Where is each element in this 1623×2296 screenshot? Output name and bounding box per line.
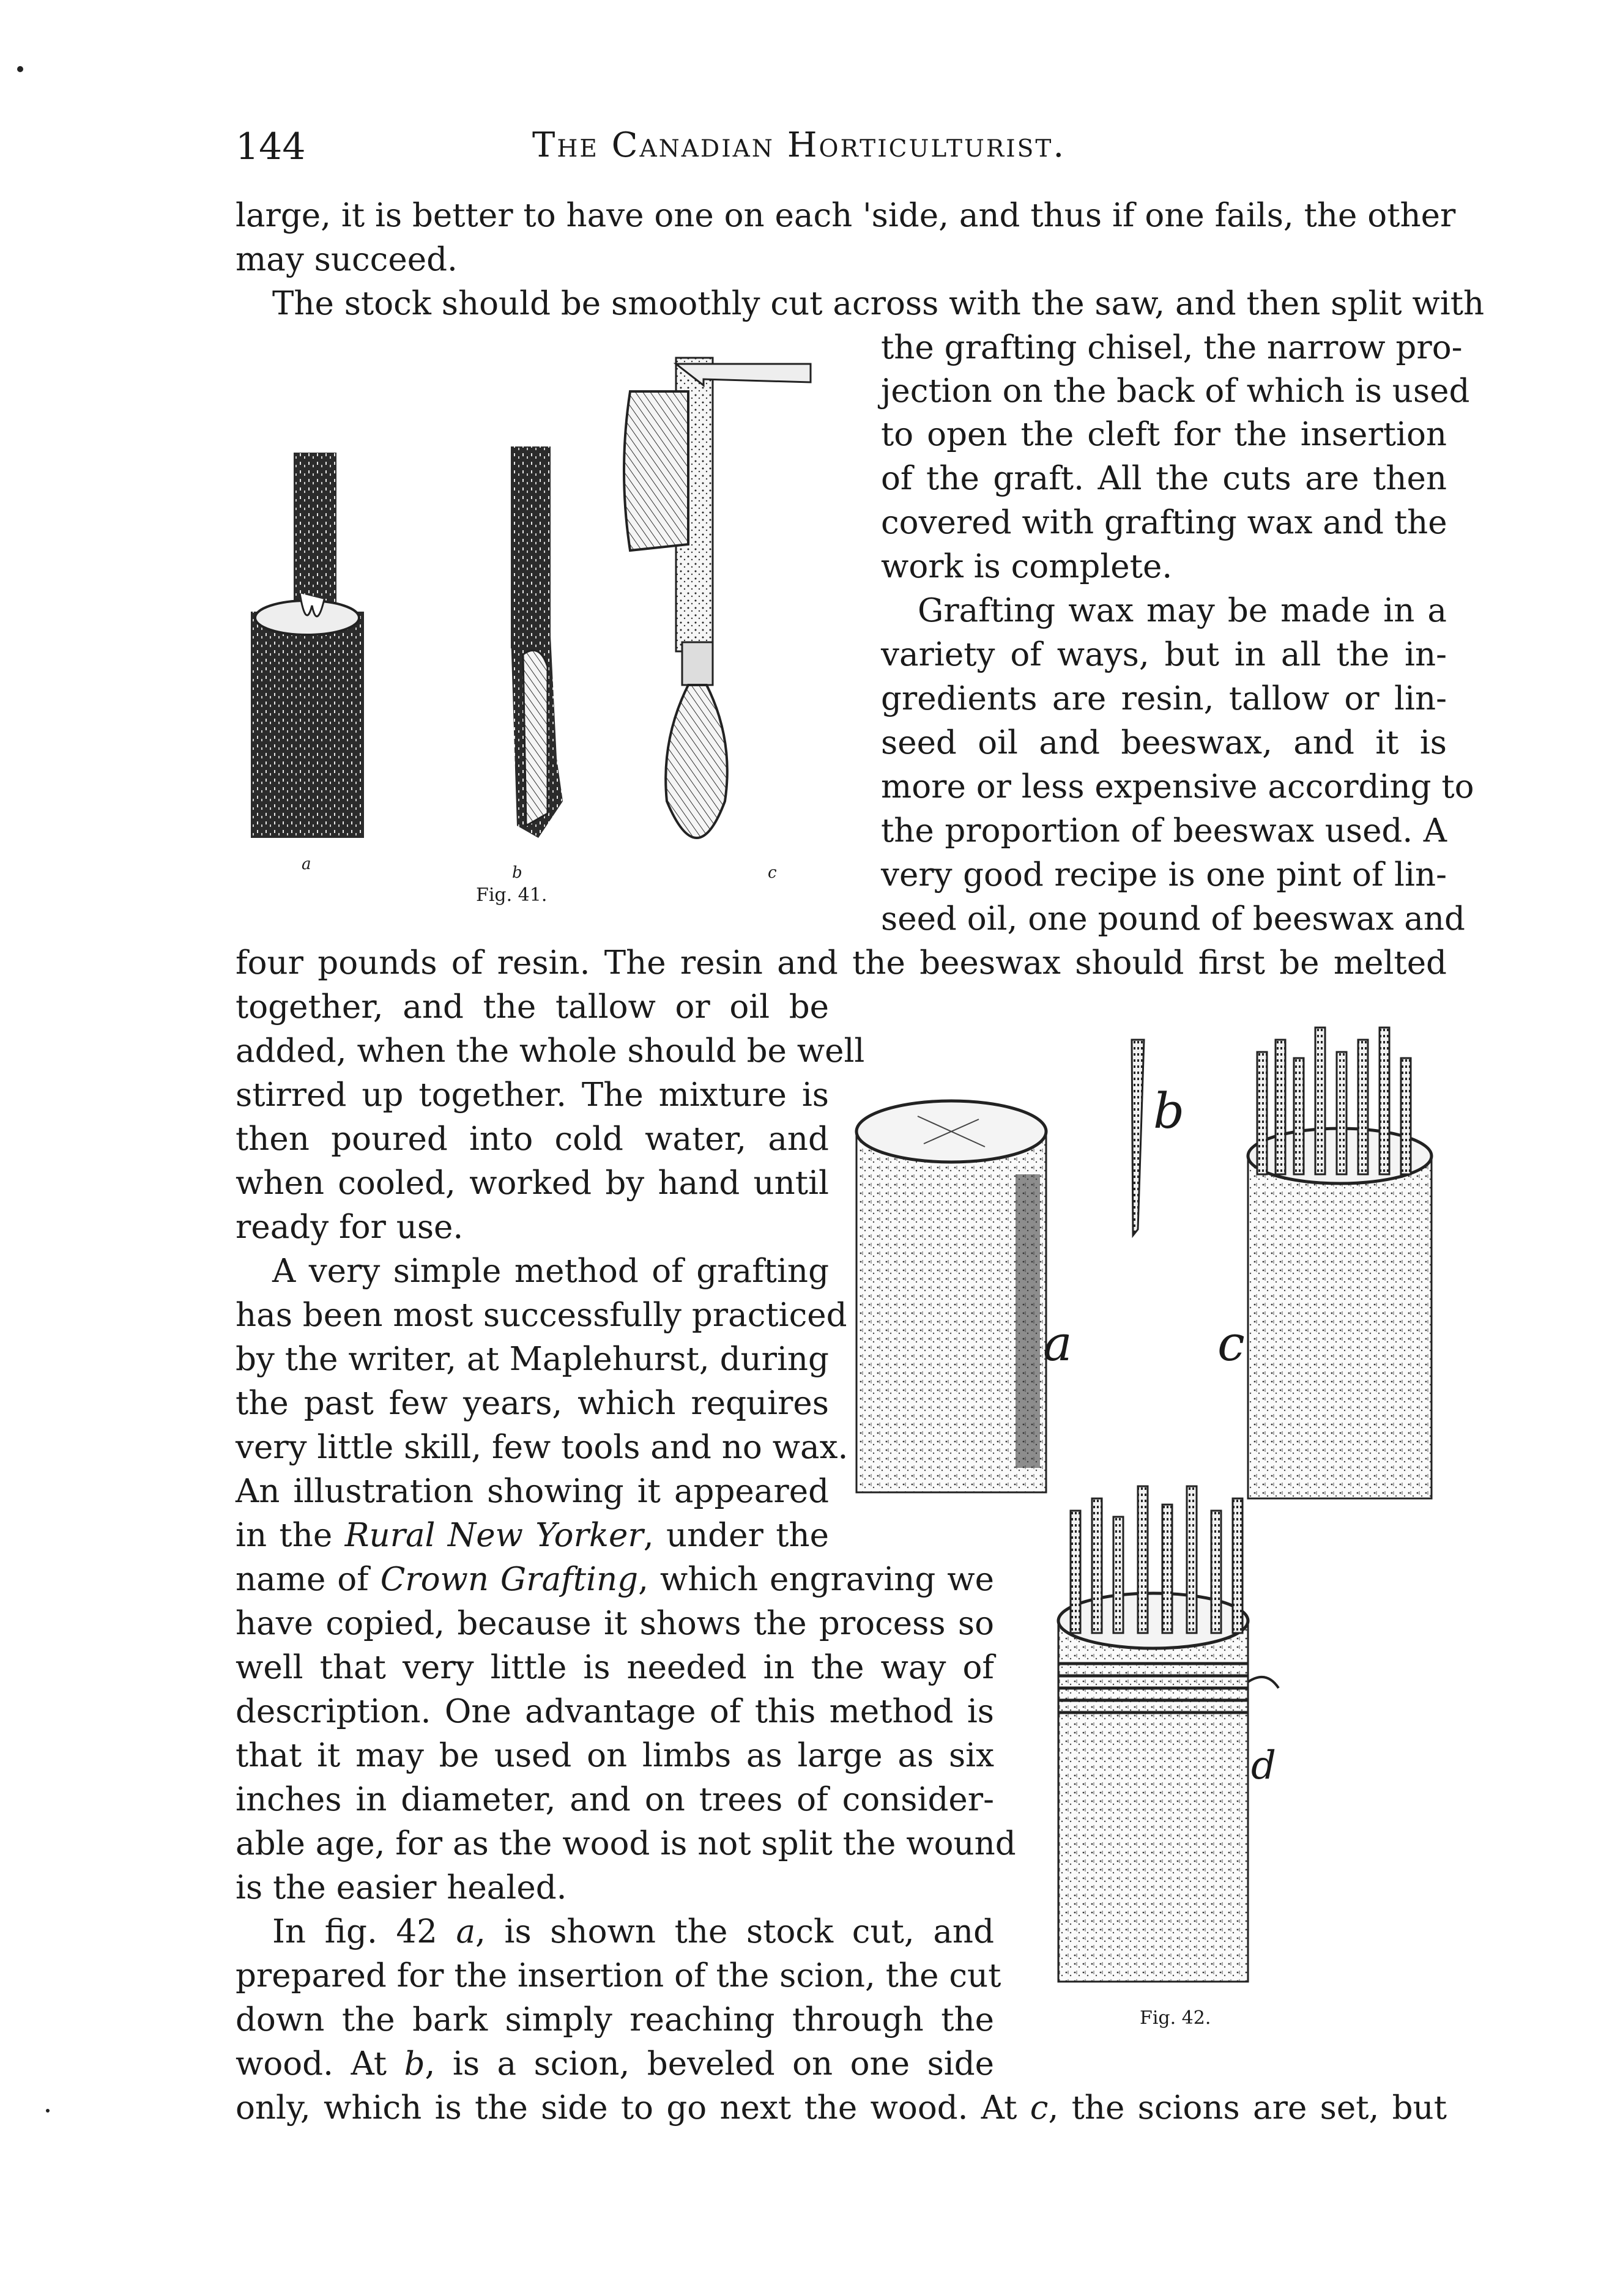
text-line: in the Rural New Yorker, under the [236, 1517, 829, 1554]
fig41-label-b: b [512, 864, 522, 882]
running-title: The Canadian Horticulturist. [532, 125, 1066, 165]
text-line: when cooled, worked by hand until [236, 1165, 829, 1202]
text-line: An illustration showing it appeared [236, 1473, 829, 1510]
text-line: that it may be used on limbs as large as six [236, 1737, 994, 1774]
text-line: The stock should be smoothly cut across with the saw, and then split with [272, 285, 1485, 322]
fig42-label-d: d [1251, 1743, 1276, 1788]
text-line: the proportion of beeswax used. A [881, 812, 1447, 850]
text-line: is the easier healed. [236, 1869, 567, 1906]
text-line: to open the cleft for the insertion [881, 416, 1447, 453]
text-line: more or less expensive according to [881, 768, 1474, 805]
text-line: has been most successfully practiced [236, 1297, 847, 1334]
text-line: four pounds of resin. The resin and the beeswax should first be melted [236, 944, 1447, 982]
fig42-label-b: b [1153, 1083, 1185, 1139]
speck [46, 2109, 50, 2113]
text-line: covered with grafting wax and the [881, 504, 1447, 541]
text-line: prepared for the insertion of the scion, the cut [236, 1957, 1001, 1994]
fig41-caption: Fig. 41. [476, 884, 548, 906]
text-line: well that very little is needed in the way of [236, 1649, 994, 1686]
text-line: then poured into cold water, and [236, 1120, 829, 1158]
text-line: variety of ways, but in all the in- [881, 636, 1447, 673]
text-line: seed oil and beeswax, and it is [881, 724, 1447, 761]
text-line: very good recipe is one pint of lin- [881, 856, 1447, 894]
fig41-illustration [239, 349, 875, 887]
text-line: only, which is the side to go next the wood. At c, the scions are set, but [236, 2089, 1447, 2127]
text-line: able age, for as the wood is not split the wound [236, 1825, 1016, 1862]
fig42-label-c: c [1217, 1315, 1245, 1372]
text-line: of the graft. All the cuts are then [881, 460, 1447, 497]
text-line: gredients are resin, tallow or lin- [881, 680, 1447, 717]
text-line: the past few years, which requires [236, 1385, 829, 1422]
speck [17, 66, 23, 72]
page-number: 144 [236, 125, 306, 168]
text-line: large, it is better to have one on each 'side, and thus if one fails, the other [236, 197, 1456, 234]
text-line: work is complete. [881, 548, 1173, 585]
text-line: added, when the whole should be well [236, 1032, 865, 1070]
text-line: may succeed. [236, 241, 458, 278]
text-line: down the bark simply reaching through the [236, 2001, 994, 2039]
text-line: wood. At b, is a scion, beveled on one side [236, 2045, 995, 2083]
fig42-label-a: a [1043, 1315, 1072, 1372]
text-line: by the writer, at Maplehurst, during [236, 1341, 829, 1378]
text-line: very little skill, few tools and no wax. [236, 1429, 849, 1466]
text-line: jection on the back of which is used [881, 372, 1470, 410]
text-line: stirred up together. The mixture is [236, 1076, 829, 1114]
fig42-caption: Fig. 42. [1140, 2007, 1211, 2029]
fig41-label-a: a [302, 855, 311, 873]
text-line: the grafting chisel, the narrow pro- [881, 329, 1463, 366]
text-line: seed oil, one pound of beeswax and [881, 900, 1465, 938]
text-line: name of Crown Grafting, which engraving we [236, 1561, 994, 1598]
text-line: inches in diameter, and on trees of consider- [236, 1781, 994, 1818]
text-line: have copied, because it shows the process so [236, 1605, 994, 1642]
text-line: ready for use. [236, 1209, 464, 1246]
text-line: In fig. 42 a, is shown the stock cut, and [272, 1913, 994, 1950]
text-line: A very simple method of grafting [272, 1253, 829, 1290]
text-line: together, and the tallow or oil be [236, 988, 829, 1026]
fig41-label-c: c [768, 864, 777, 882]
fig42-illustration [850, 1003, 1456, 1994]
text-line: description. One advantage of this method is [236, 1693, 994, 1730]
text-line: Grafting wax may be made in a [918, 592, 1447, 629]
